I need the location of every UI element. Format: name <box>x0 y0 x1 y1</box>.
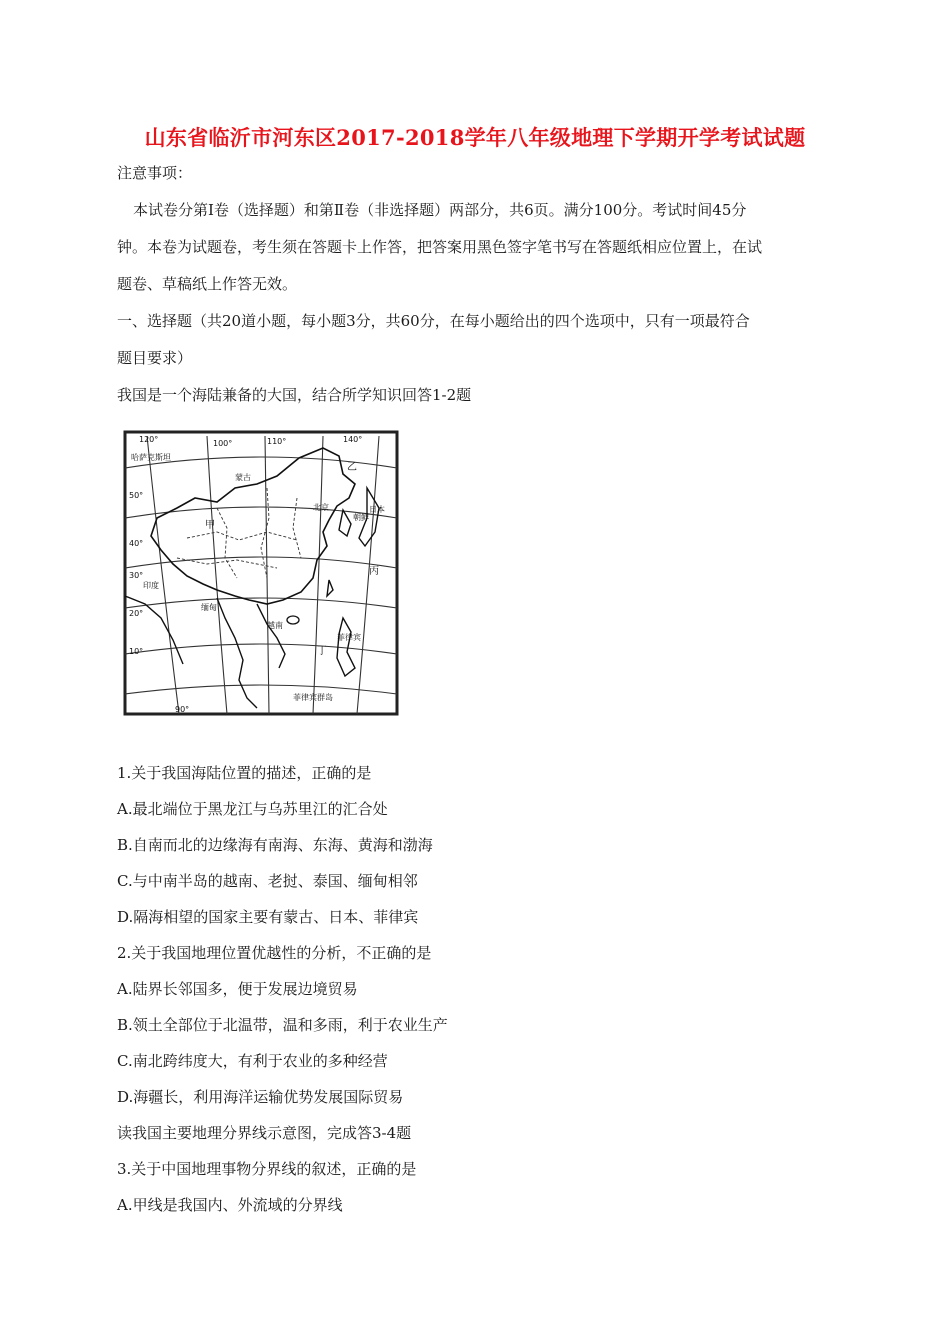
question-1-option-a: A.最北端位于黑龙江与乌苏里江的汇合处 <box>117 800 388 818</box>
map-label: 50° <box>129 491 144 500</box>
question-1-option-c: C.与中南半岛的越南、老挝、泰国、缅甸相邻 <box>117 872 418 890</box>
question-2-stem: 2.关于我国地理位置优越性的分析，不正确的是 <box>117 944 432 962</box>
map-label: 北京 <box>313 503 329 512</box>
page-title: 山东省临沂市河东区2017-2018学年八年级地理下学期开学考试试题 <box>144 125 806 150</box>
question-2-option-d: D.海疆长，利用海洋运输优势发展国际贸易 <box>117 1088 404 1106</box>
notice-heading: 注意事项： <box>117 164 193 182</box>
question-1-option-d: D.隔海相望的国家主要有蒙古、日本、菲律宾 <box>117 908 419 926</box>
question-2-option-b: B.领土全部位于北温带，温和多雨，利于农业生产 <box>117 1016 448 1034</box>
map-label: 90° <box>175 705 190 714</box>
map-label: 110° <box>267 437 287 446</box>
section-heading: 一、选择题（共20道小题，每小题3分，共60分，在每小题给出的四个选项中，只有一项最符合 <box>117 312 750 330</box>
map-label: 丁 <box>317 646 327 657</box>
map-label: 蒙古 <box>235 473 251 482</box>
notice-line: 本试卷分第Ⅰ卷（选择题）和第Ⅱ卷（非选择题）两部分，共6页。满分100分。考试时间45分 <box>133 201 747 219</box>
question-1-option-b: B.自南而北的边缘海有南海、东海、黄海和渤海 <box>117 836 433 854</box>
map-label: 哈萨克斯坦 <box>131 453 171 462</box>
map-label: 140° <box>343 435 363 444</box>
map-label: 丙 <box>369 566 379 577</box>
question-3-option-a: A.甲线是我国内、外流域的分界线 <box>117 1196 343 1214</box>
map-label: 100° <box>213 439 233 448</box>
china-map-svg <box>117 428 405 720</box>
map-label: 40° <box>129 539 144 548</box>
map-label: 缅甸 <box>201 603 217 612</box>
map-label: 30° <box>129 571 144 580</box>
map-label: 印度 <box>143 581 159 590</box>
question-intro-3-4: 读我国主要地理分界线示意图，完成答3-4题 <box>117 1124 412 1142</box>
notice-line: 钟。本卷为试题卷，考生须在答题卡上作答，把答案用黑色签字笔书写在答题纸相应位置上，在试 <box>117 238 763 256</box>
question-intro: 我国是一个海陆兼备的大国，结合所学知识回答1-2题 <box>117 386 472 404</box>
map-label: 乙 <box>347 462 357 473</box>
section-heading-cont: 题目要求） <box>117 349 193 367</box>
question-3-stem: 3.关于中国地理事物分界线的叙述，正确的是 <box>117 1160 417 1178</box>
china-map-figure <box>117 428 405 720</box>
map-label: 20° <box>129 609 144 618</box>
map-label: 日本 <box>369 505 385 514</box>
map-label: 越南 <box>267 621 283 630</box>
question-1-stem: 1.关于我国海陆位置的描述，正确的是 <box>117 764 372 782</box>
map-label: 10° <box>129 647 144 656</box>
map-label: 120° <box>139 435 159 444</box>
question-2-option-a: A.陆界长邻国多，便于发展边境贸易 <box>117 980 358 998</box>
notice-line: 题卷、草稿纸上作答无效。 <box>117 275 298 293</box>
map-label: 菲律宾群岛 <box>293 693 333 702</box>
question-2-option-c: C.南北跨纬度大，有利于农业的多种经营 <box>117 1052 388 1070</box>
map-label: 甲 <box>205 520 215 531</box>
map-label: 朝鲜 <box>353 513 369 522</box>
map-label: 菲律宾 <box>337 633 361 642</box>
